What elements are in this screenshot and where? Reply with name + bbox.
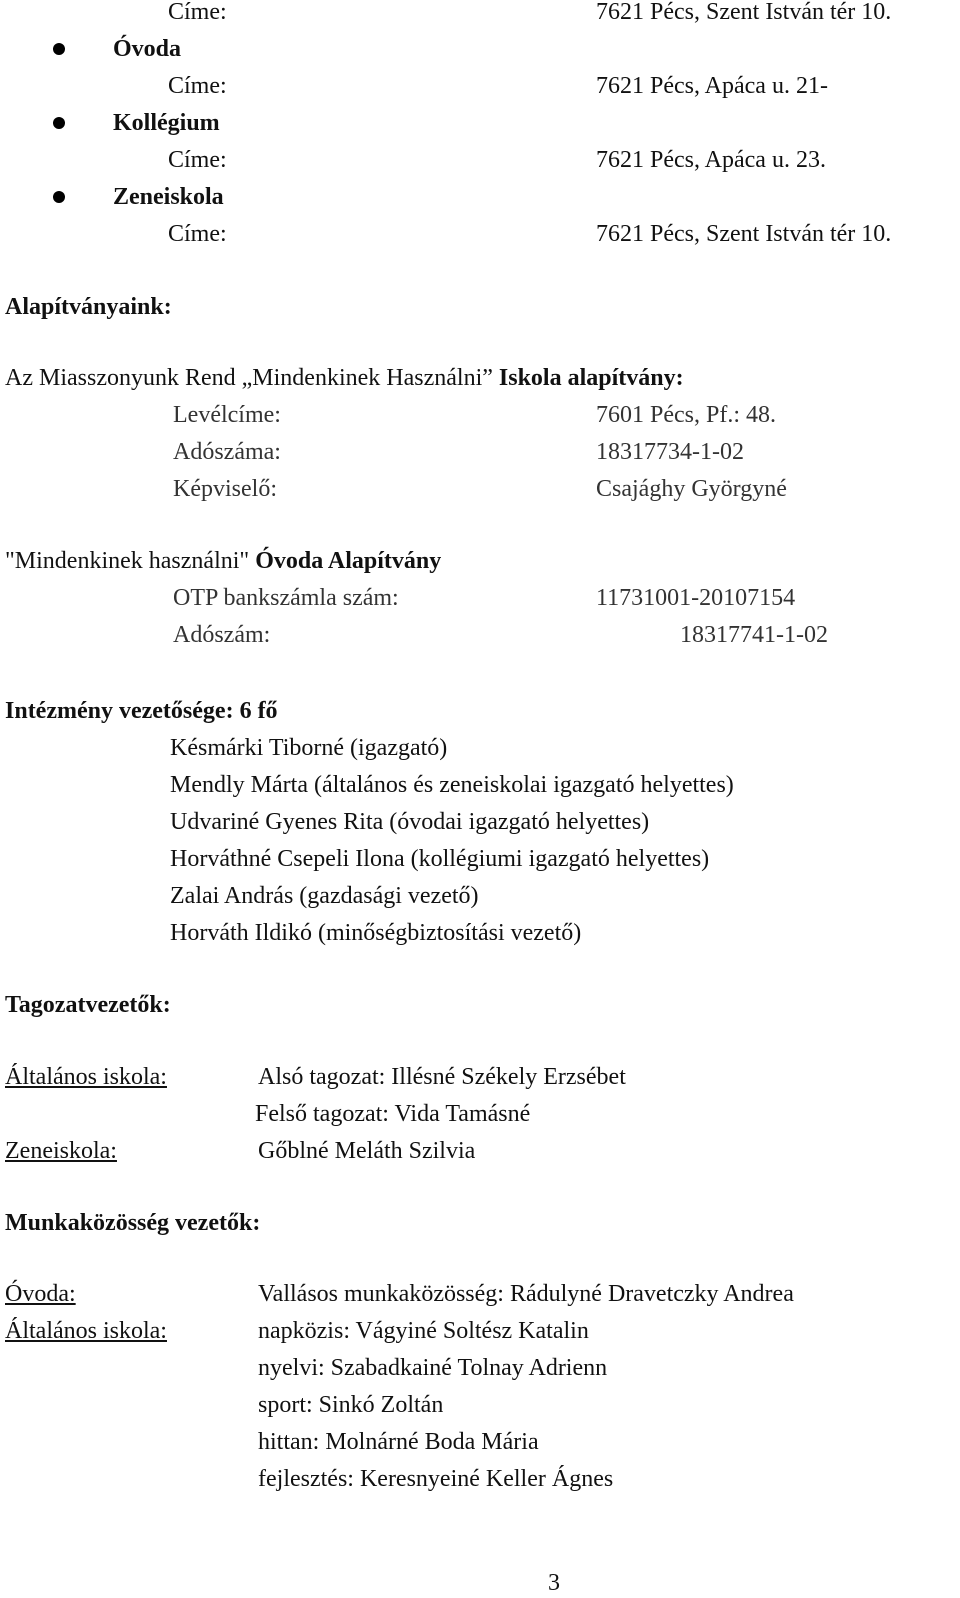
music-school-label: Zeneiskola: [5, 1138, 117, 1164]
foundations-heading: Alapítványaink: [5, 294, 172, 320]
management-member: Udvariné Gyenes Rita (óvodai igazgató helyettes) [170, 809, 650, 835]
school-3-address-label: Címe: [168, 147, 227, 173]
foundation-row-label: Adószám: [173, 622, 271, 648]
kindergarten-foundation-title-bold: Óvoda Alapítvány [255, 548, 442, 574]
school-1-address-label: Címe: [168, 0, 227, 25]
school-3-name: Kollégium [113, 110, 220, 136]
school-2-address: 7621 Pécs, Apáca u. 21- [596, 73, 828, 99]
work-community-line: nyelvi: Szabadkainé Tolnay Adrienn [258, 1355, 608, 1381]
school-4-name: Zeneiskola [113, 184, 224, 210]
management-member: Mendly Márta (általános és zeneiskolai igazgató helyettes) [170, 772, 734, 798]
management-member: Késmárki Tiborné (igazgató) [170, 735, 448, 761]
management-member: Horváth Ildikó (minőségbiztosítási vezető) [170, 920, 582, 946]
foundation-row-value: 7601 Pécs, Pf.: 48. [596, 402, 776, 428]
section-leaders-heading: Tagozatvezetők: [5, 992, 171, 1018]
work-communities-heading: Munkaközösség vezetők: [5, 1210, 261, 1236]
kindergarten-foundation-title [5, 546, 441, 576]
general-school-label: Általános iskola: [5, 1318, 167, 1344]
school-1-address: 7621 Pécs, Szent István tér 10. [596, 0, 892, 25]
foundation-row-value: 11731001-20107154 [596, 585, 796, 611]
work-community-line: fejlesztés: Keresnyeiné Keller Ágnes [258, 1466, 614, 1492]
school-3-address: 7621 Pécs, Apáca u. 23. [596, 147, 826, 173]
management-member: Horváthné Csepeli Ilona (kollégiumi igazgató helyettes) [170, 846, 710, 872]
foundation-row-value: 18317741-1-02 [680, 622, 828, 648]
section-leader-line: Felső tagozat: Vida Tamásné [255, 1101, 531, 1127]
general-school-label: Általános iskola: [5, 1064, 167, 1090]
work-community-line: napközis: Vágyiné Soltész Katalin [258, 1318, 589, 1344]
bullet-icon [53, 43, 65, 55]
school-2-address-label: Címe: [168, 73, 227, 99]
management-heading: Intézmény vezetősége: 6 fő [5, 698, 278, 724]
management-member: Zalai András (gazdasági vezető) [170, 883, 479, 909]
foundation-row-label: Adószáma: [173, 439, 281, 465]
bullet-icon [53, 191, 65, 203]
school-4-address: 7621 Pécs, Szent István tér 10. [596, 221, 892, 247]
foundation-row-label: OTP bankszámla szám: [173, 585, 399, 611]
foundation-row-label: Képviselő: [173, 476, 277, 502]
school-2-name: Óvoda [113, 36, 182, 62]
section-leader-line: Alsó tagozat: Illésné Székely Erzsébet [258, 1064, 626, 1090]
school-4-address-label: Címe: [168, 221, 227, 247]
foundation-row-value: 18317734-1-02 [596, 439, 744, 465]
foundation-row-value: Csajághy Györgyné [596, 476, 787, 502]
page-number: 3 [548, 1570, 560, 1596]
section-leader-line: Gőblné Meláth Szilvia [258, 1138, 476, 1164]
bullet-icon [53, 117, 65, 129]
work-community-line: hittan: Molnárné Boda Mária [258, 1429, 539, 1455]
work-community-line: Vallásos munkaközösség: Rádulyné Dravetczky Andrea [258, 1281, 794, 1307]
work-community-line: sport: Sinkó Zoltán [258, 1392, 444, 1418]
school-foundation-title-plain: Az Miasszonyunk Rend „Mindenkinek Használni” [5, 365, 493, 391]
kindergarten-foundation-title-plain: "Mindenkinek használni" [5, 548, 250, 574]
school-foundation-title-bold: Iskola alapítvány: [498, 365, 684, 391]
foundation-row-label: Levélcíme: [173, 402, 281, 428]
school-foundation-title [5, 363, 684, 393]
kindergarten-label: Óvoda: [5, 1281, 76, 1307]
